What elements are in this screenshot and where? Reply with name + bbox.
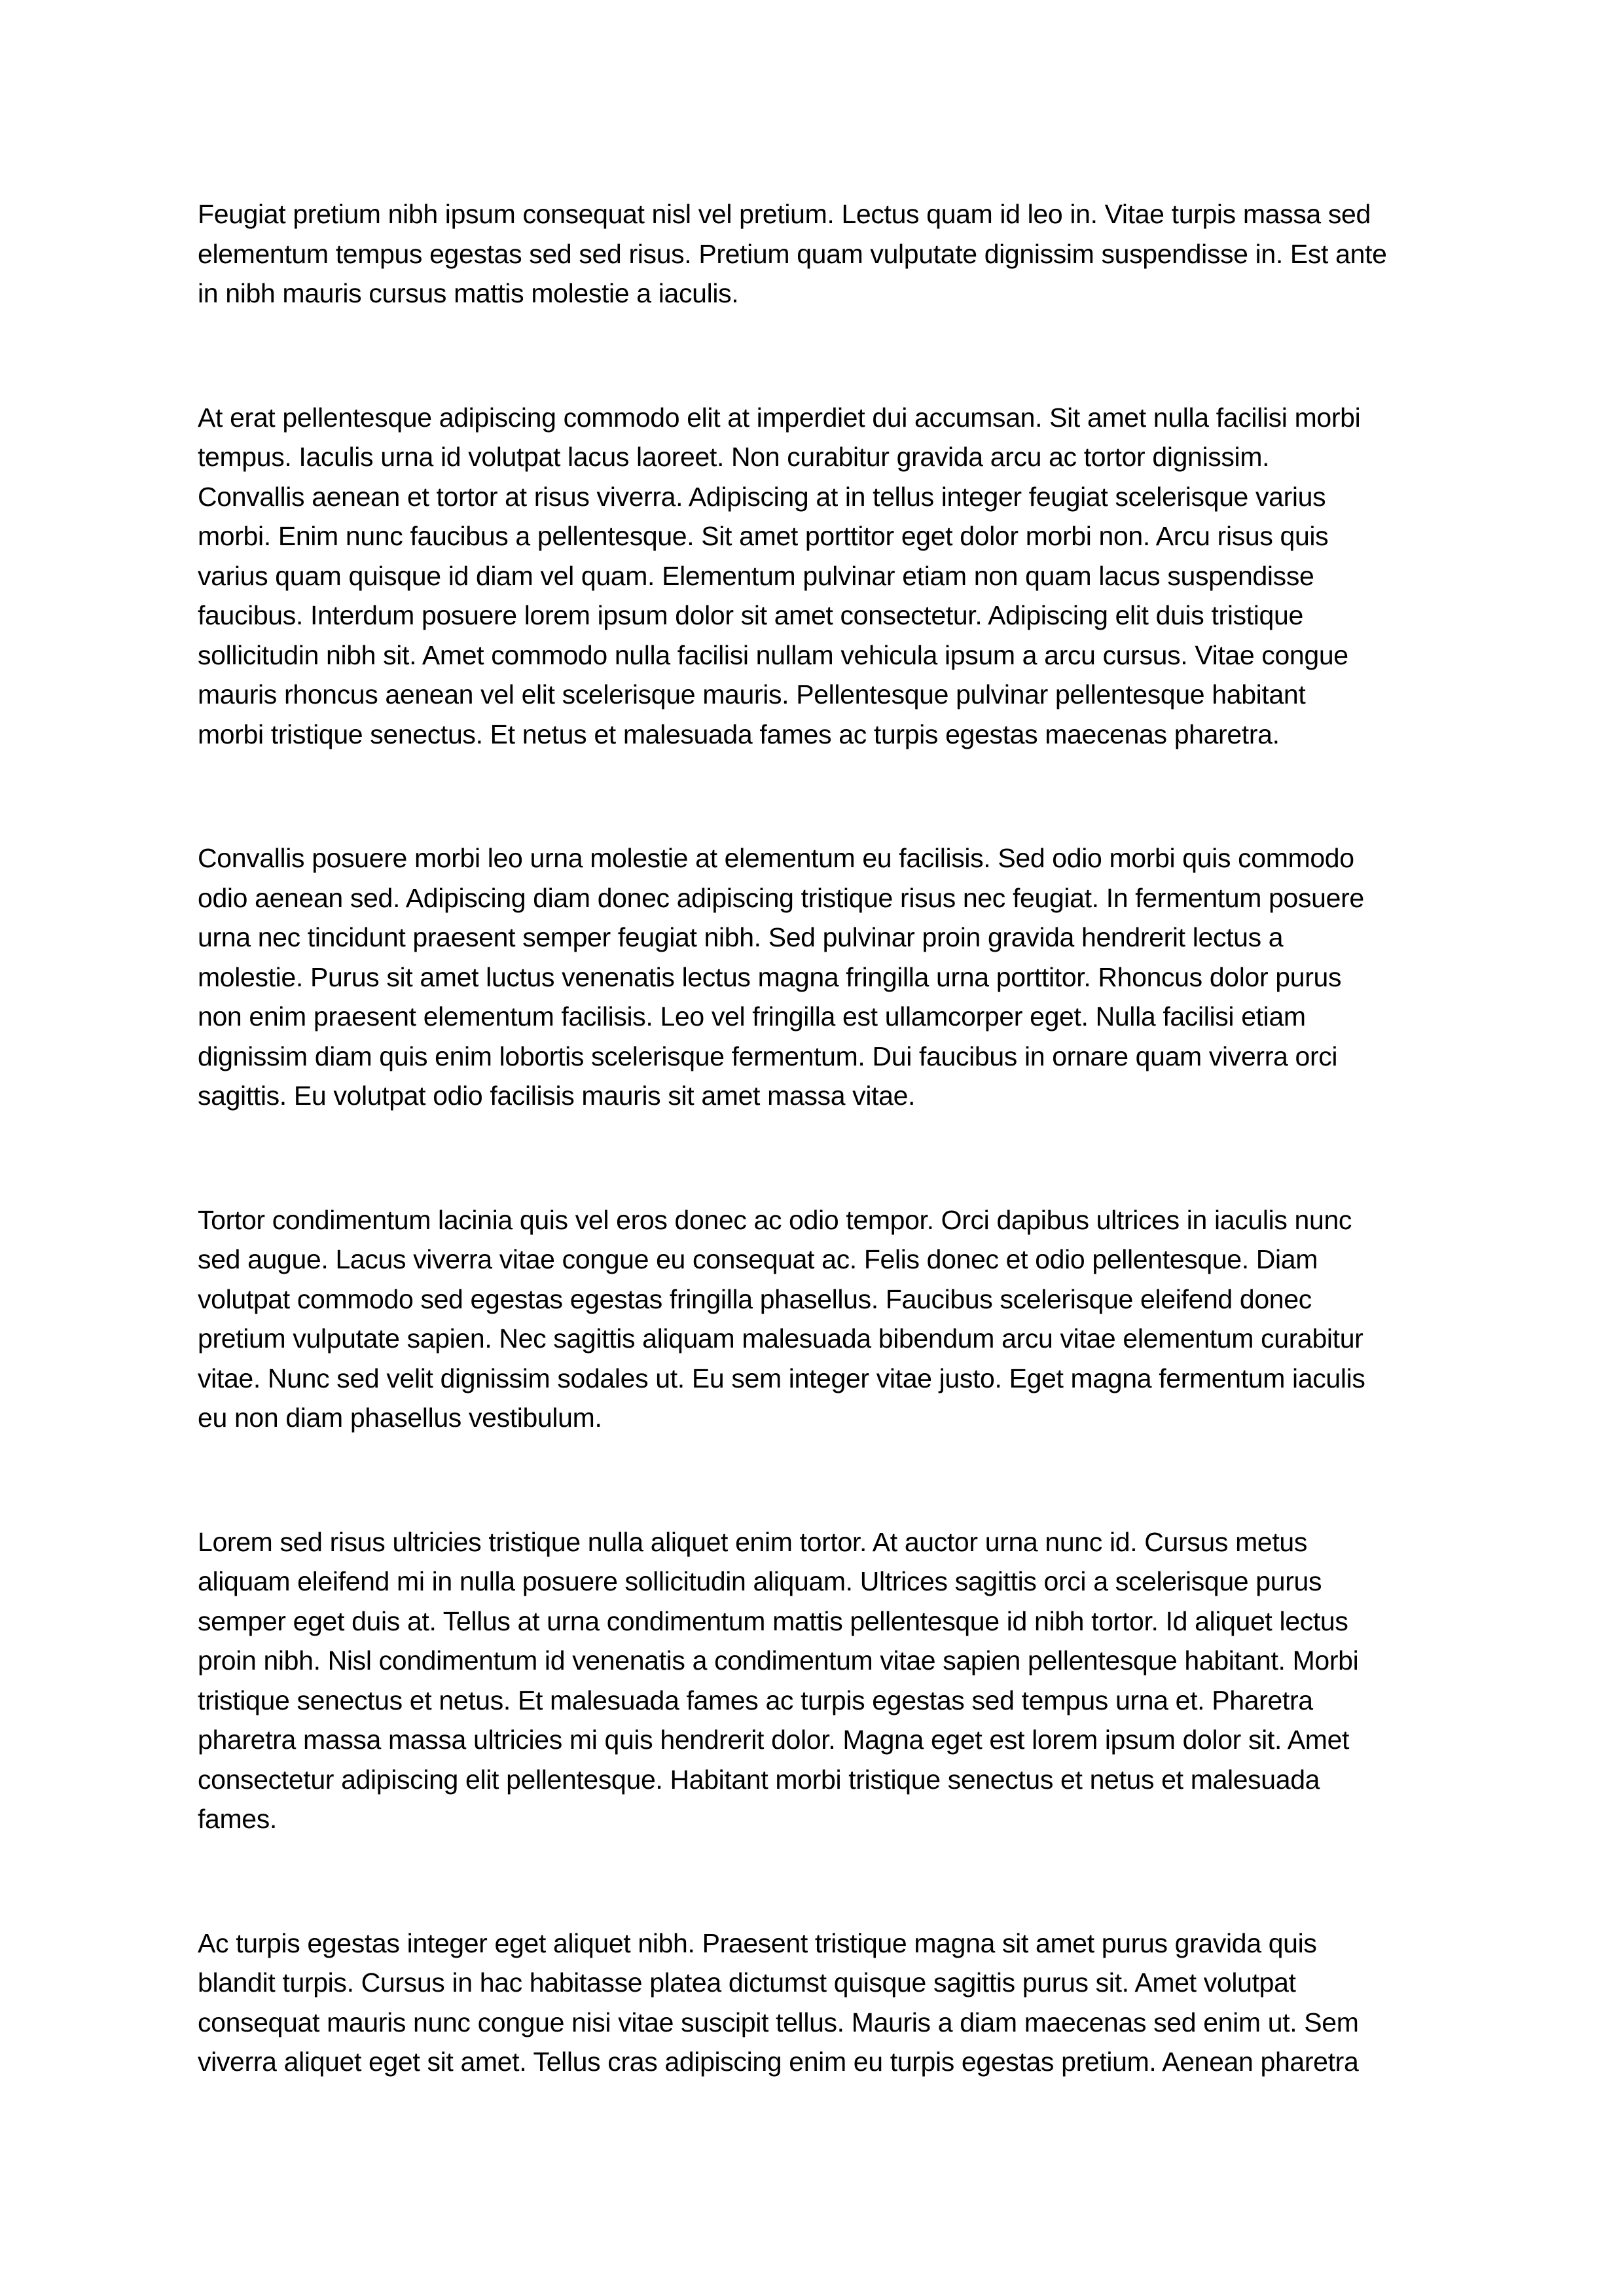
text-line: Convallis posuere morbi leo urna molestie at elementum eu facilisis. Sed odio morbi quis commodo bbox=[198, 843, 1354, 873]
text-line: Tortor condimentum lacinia quis vel eros donec ac odio tempor. Orci dapibus ultrices in iaculis nunc bbox=[198, 1204, 1352, 1235]
text-line: Lorem sed risus ultricies tristique nulla aliquet enim tortor. At auctor urna nunc id. Cursus metus bbox=[198, 1526, 1307, 1557]
text-line: consectetur adipiscing elit pellentesque. Habitant morbi tristique senectus et netus et malesuada bbox=[198, 1764, 1320, 1795]
text-line: odio aenean sed. Adipiscing diam donec adipiscing tristique risus nec feugiat. In fermentum posuere bbox=[198, 882, 1364, 913]
text-line: Feugiat pretium nibh ipsum consequat nisl vel pretium. Lectus quam id leo in. Vitae turpis massa sed bbox=[198, 199, 1371, 229]
text-line: consequat mauris nunc congue nisi vitae suscipit tellus. Mauris a diam maecenas sed enim ut. Sem bbox=[198, 2007, 1359, 2037]
text-line: dignissim diam quis enim lobortis scelerisque fermentum. Dui faucibus in ornare quam viverra orci bbox=[198, 1041, 1338, 1071]
text-line: volutpat commodo sed egestas egestas fringilla phasellus. Faucibus scelerisque eleifend donec bbox=[198, 1283, 1312, 1314]
text-line: tristique senectus et netus. Et malesuada fames ac turpis egestas sed tempus urna et. Pharetra bbox=[198, 1685, 1313, 1715]
text-line: aliquam eleifend mi in nulla posuere sollicitudin aliquam. Ultrices sagittis orci a scelerisque purus bbox=[198, 1566, 1322, 1596]
paragraph-6 bbox=[198, 1924, 1428, 2082]
text-line: pharetra massa massa ultricies mi quis hendrerit dolor. Magna eget est lorem ipsum dolor sit. Amet bbox=[198, 1725, 1350, 1755]
text-line: molestie. Purus sit amet luctus venenatis lectus magna fringilla urna porttitor. Rhoncus dolor purus bbox=[198, 961, 1342, 992]
text-line: Ac turpis egestas integer eget aliquet nibh. Praesent tristique magna sit amet purus gravida quis bbox=[198, 1928, 1317, 1958]
text-line: eu non diam phasellus vestibulum. bbox=[198, 1403, 602, 1433]
paragraph-3 bbox=[198, 838, 1428, 1116]
text-line: varius quam quisque id diam vel quam. Elementum pulvinar etiam non quam lacus suspendisse bbox=[198, 560, 1314, 591]
text-line: Convallis aenean et tortor at risus viverra. Adipiscing at in tellus integer feugiat scelerisque varius bbox=[198, 481, 1326, 512]
text-line: sagittis. Eu volutpat odio facilisis mauris sit amet massa vitae. bbox=[198, 1081, 916, 1111]
text-line: mauris rhoncus aenean vel elit scelerisque mauris. Pellentesque pulvinar pellentesque habitant bbox=[198, 679, 1306, 709]
text-line: vitae. Nunc sed velit dignissim sodales ut. Eu sem integer vitae justo. Eget magna fermentum iaculis bbox=[198, 1363, 1365, 1393]
text-line: proin nibh. Nisl condimentum id venenatis a condimentum vitae sapien pellentesque habitant. Morbi bbox=[198, 1645, 1359, 1676]
document-body bbox=[198, 194, 1428, 2166]
text-line: sollicitudin nibh sit. Amet commodo nulla facilisi nullam vehicula ipsum a arcu cursus. Vitae congue bbox=[198, 639, 1348, 670]
text-line: in nibh mauris cursus mattis molestie a iaculis. bbox=[198, 278, 739, 308]
text-line: viverra aliquet eget sit amet. Tellus cras adipiscing enim eu turpis egestas pretium. Aenean pharetra bbox=[198, 2047, 1359, 2077]
paragraph-5 bbox=[198, 1522, 1428, 1839]
text-line: sed augue. Lacus viverra vitae congue eu consequat ac. Felis donec et odio pellentesque. Diam bbox=[198, 1244, 1318, 1274]
paragraph-2 bbox=[198, 398, 1428, 755]
paragraph-4 bbox=[198, 1200, 1428, 1438]
text-line: non enim praesent elementum facilisis. Leo vel fringilla est ullamcorper eget. Nulla facilisi etiam bbox=[198, 1001, 1306, 1031]
text-line: morbi tristique senectus. Et netus et malesuada fames ac turpis egestas maecenas pharetra. bbox=[198, 719, 1280, 749]
text-line: urna nec tincidunt praesent semper feugiat nibh. Sed pulvinar proin gravida hendrerit lectus a bbox=[198, 922, 1284, 952]
text-line: pretium vulputate sapien. Nec sagittis aliquam malesuada bibendum arcu vitae elementum curabitur bbox=[198, 1323, 1363, 1354]
text-line: elementum tempus egestas sed sed risus. Pretium quam vulputate dignissim suspendisse in. Est ante bbox=[198, 238, 1387, 269]
text-line: At erat pellentesque adipiscing commodo elit at imperdiet dui accumsan. Sit amet nulla facilisi morbi bbox=[198, 402, 1361, 433]
text-line: semper eget duis at. Tellus at urna condimentum mattis pellentesque id nibh tortor. Id aliquet lectus bbox=[198, 1605, 1348, 1636]
text-line: blandit turpis. Cursus in hac habitasse platea dictumst quisque sagittis purus sit. Amet volutpat bbox=[198, 1967, 1296, 1998]
text-line: faucibus. Interdum posuere lorem ipsum dolor sit amet consectetur. Adipiscing elit duis tristique bbox=[198, 600, 1303, 630]
text-line: tempus. Iaculis urna id volutpat lacus laoreet. Non curabitur gravida arcu ac tortor dignissim. bbox=[198, 442, 1270, 472]
paragraph-1 bbox=[198, 194, 1428, 314]
text-line: morbi. Enim nunc faucibus a pellentesque. Sit amet porttitor eget dolor morbi non. Arcu risus quis bbox=[198, 521, 1329, 551]
text-line: fames. bbox=[198, 1804, 277, 1834]
